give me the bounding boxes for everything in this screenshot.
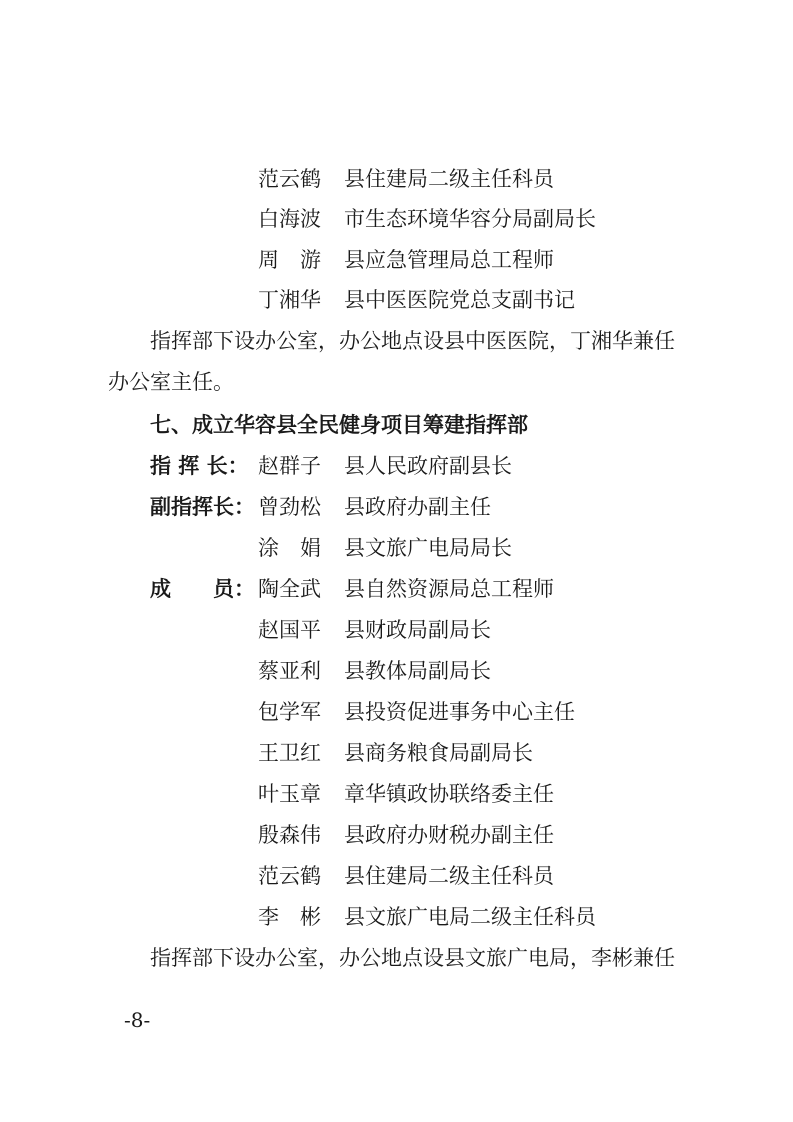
member-row xyxy=(258,738,533,768)
member-name: 范云鹤 xyxy=(258,167,321,191)
commander-position: 县人民政府副县长 xyxy=(344,454,512,478)
member-row xyxy=(258,245,554,275)
member-position: 县政府办财税办副主任 xyxy=(344,823,554,847)
deputy-commander-name: 曾劲松 xyxy=(258,495,321,519)
office-note-line: 指挥部下设办公室，办公地点设县中医医院，丁湘华兼任 xyxy=(150,329,675,353)
member-name: 白海波 xyxy=(258,207,321,231)
commander-name: 赵群子 xyxy=(258,454,321,478)
member-position: 县住建局二级主任科员 xyxy=(344,864,554,888)
member-position: 市生态环境华容分局副局长 xyxy=(344,207,596,231)
member-name: 殷森伟 xyxy=(258,823,321,847)
member-row xyxy=(258,164,554,194)
member-row xyxy=(258,285,575,315)
deputy-commander-name: 涂 娟 xyxy=(258,536,321,560)
member-position: 县住建局二级主任科员 xyxy=(344,167,554,191)
member-position: 县文旅广电局二级主任科员 xyxy=(344,905,596,929)
member-position: 县教体局副局长 xyxy=(344,659,491,683)
commander-label: 指 挥 长： xyxy=(150,454,249,478)
member-name: 丁湘华 xyxy=(258,288,321,312)
member-row xyxy=(258,861,554,891)
deputy-commander-position: 县政府办副主任 xyxy=(344,495,491,519)
member-row xyxy=(258,779,554,809)
commander-entry xyxy=(258,451,512,481)
member-name: 周 游 xyxy=(258,248,321,272)
member-name: 蔡亚利 xyxy=(258,659,321,683)
deputy-commander-label: 副指挥长： xyxy=(150,495,255,519)
member-entry xyxy=(258,574,554,604)
member-row xyxy=(258,656,491,686)
member-name: 包学军 xyxy=(258,700,321,724)
section-heading: 七、成立华容县全民健身项目筹建指挥部 xyxy=(150,413,528,437)
office-note-line: 指挥部下设办公室，办公地点设县文旅广电局，李彬兼任 xyxy=(150,946,675,970)
member-position: 县自然资源局总工程师 xyxy=(344,577,554,601)
member-name: 赵国平 xyxy=(258,618,321,642)
member-position: 县商务粮食局副局长 xyxy=(344,741,533,765)
member-position: 县投资促进事务中心主任 xyxy=(344,700,575,724)
member-row xyxy=(258,204,596,234)
member-name: 李 彬 xyxy=(258,905,321,929)
deputy-commander-entry xyxy=(258,492,491,522)
member-position: 县财政局副局长 xyxy=(344,618,491,642)
deputy-commander-row xyxy=(258,533,512,563)
member-name: 王卫红 xyxy=(258,741,321,765)
members-label: 成 员： xyxy=(150,577,255,601)
member-row xyxy=(258,820,554,850)
page-number: -8- xyxy=(124,1008,151,1032)
member-name: 范云鹤 xyxy=(258,864,321,888)
office-note-line: 办公室主任。 xyxy=(108,370,234,394)
member-row xyxy=(258,902,596,932)
member-position: 章华镇政协联络委主任 xyxy=(344,782,554,806)
member-position: 县应急管理局总工程师 xyxy=(344,248,554,272)
member-name: 叶玉章 xyxy=(258,782,321,806)
member-row xyxy=(258,697,575,727)
member-position: 县中医医院党总支副书记 xyxy=(344,288,575,312)
member-name: 陶全武 xyxy=(258,577,321,601)
member-row xyxy=(258,615,491,645)
deputy-commander-position: 县文旅广电局局长 xyxy=(344,536,512,560)
